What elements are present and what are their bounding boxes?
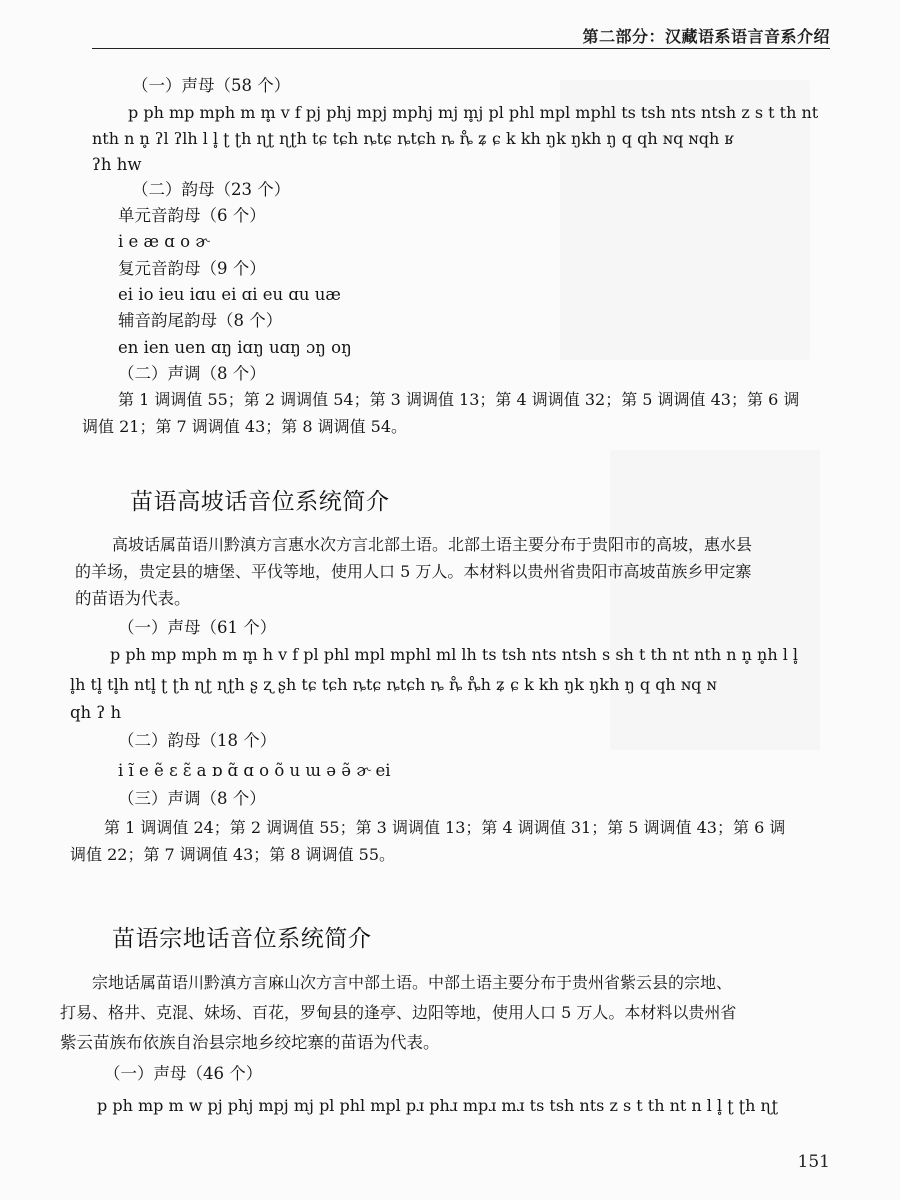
section1-tones-line-2: 调值 21；第 7 调调值 43；第 8 调调值 54。 (82, 417, 408, 436)
section2-initials-line-1: p ph mp mph m m̥ h v f pl phl mpl mphl ml lh ts tsh nts ntsh s sh t th nt nth n n̥ n̥h l l̥ (110, 645, 799, 664)
section1-simple-finals-values: i e æ ɑ o ɚ (118, 232, 210, 251)
page-number: 151 (797, 1152, 830, 1172)
section3-intro-line-3: 紫云苗族布依族自治县宗地乡绞坨寨的苗语为代表。 (60, 1033, 440, 1052)
section2-intro-line-2: 的羊场，贵定县的塘堡、平伐等地，使用人口 5 万人。本材料以贵州省贵阳市高坡苗族乡甲定寨 (75, 562, 752, 581)
section3-initials-line-1: p ph mp m w pj phj mpj mj pl phl mpl pɹ phɹ mpɹ mɹ ts tsh nts z s t th nt n l l̥ ʈ ʈh ɳʈ (97, 1096, 779, 1115)
running-header: 第二部分：汉藏语系语言音系介绍 (582, 27, 830, 46)
section1-initials-line-1: p ph mp mph m m̥ v f pj phj mpj mphj mj m̥j pl phl mpl mphl ts tsh nts ntsh z s t th nt (128, 103, 819, 122)
section1-initials-line-3: ʔh hw (92, 155, 142, 174)
section1-compound-finals-values: ei io ieu iɑu ei ɑi eu ɑu uæ (118, 285, 341, 304)
section1-finals-heading: （二）韵母（23 个） (132, 180, 291, 199)
section1-nasal-finals-heading: 辅音韵尾韵母（8 个） (118, 311, 283, 330)
section2-tones-line-1: 第 1 调调值 24；第 2 调调值 55；第 3 调调值 13；第 4 调调值 31；第 5 调调值 43；第 6 调 (104, 818, 786, 837)
section2-tones-line-2: 调值 22；第 7 调调值 43；第 8 调调值 55。 (70, 845, 396, 864)
section2-finals-heading: （二）韵母（18 个） (118, 731, 277, 750)
section1-initials-heading: （一）声母（58 个） (132, 76, 291, 95)
section1-nasal-finals-values: en ien uen ɑŋ iɑŋ uɑŋ ɔŋ oŋ (118, 338, 352, 357)
section2-intro-line-3: 的苗语为代表。 (75, 589, 191, 608)
section2-intro-line-1: 高坡话属苗语川黔滇方言惠水次方言北部土语。北部土语主要分布于贵阳市的高坡，惠水县 (112, 535, 753, 554)
section1-compound-finals-heading: 复元音韵母（9 个） (118, 259, 266, 278)
section2-initials-heading: （一）声母（61 个） (118, 618, 277, 637)
section2-initials-line-2: l̥h tl̥ tl̥h ntl̥ ʈ ʈh ɳʈ ɳʈh ʂ ʐ ʂh tɕ tɕh ȵtɕ ȵtɕh ȵ ȵ̊ ȵ̊h ʑ ɕ k kh ŋk ŋkh ŋ q qh ɴq ɴ (70, 675, 717, 694)
header-divider (92, 48, 830, 49)
section1-tones-heading: （二）声调（8 个） (118, 364, 266, 383)
section1-initials-line-2: nth n n̥ ʔl ʔlh l l̥ ʈ ʈh ɳʈ ɳʈh tɕ tɕh ȵtɕ ȵtɕh ȵ ȵ̊ ʑ ɕ k kh ŋk ŋkh ŋ q qh ɴq ɴqh ʁ (92, 129, 734, 148)
section1-simple-finals-heading: 单元音韵母（6 个） (118, 206, 266, 225)
section1-tones-line-1: 第 1 调调值 55；第 2 调调值 54；第 3 调调值 13；第 4 调调值 32；第 5 调调值 43；第 6 调 (118, 390, 800, 409)
section3-intro-line-1: 宗地话属苗语川黔滇方言麻山次方言中部土语。中部土语主要分布于贵州省紫云县的宗地、 (92, 973, 733, 992)
section2-tones-heading: （三）声调（8 个） (118, 789, 266, 808)
section3-intro-line-2: 打易、格井、克混、妹场、百花，罗甸县的逢亭、边阳等地，使用人口 5 万人。本材料以贵州省 (60, 1003, 737, 1022)
section3-initials-heading: （一）声母（46 个） (104, 1064, 263, 1083)
section3-title: 苗语宗地话音位系统简介 (112, 926, 372, 952)
section2-finals-values: i ĩ e ẽ ɛ ɛ̃ a ɒ ɑ̃ ɑ o õ u ɯ ə ə̃ ɚ ei (118, 761, 391, 780)
section2-title: 苗语高坡话音位系统简介 (130, 489, 390, 515)
section2-initials-line-3: qh ʔ h (70, 703, 122, 722)
scan-shadow (610, 450, 820, 750)
